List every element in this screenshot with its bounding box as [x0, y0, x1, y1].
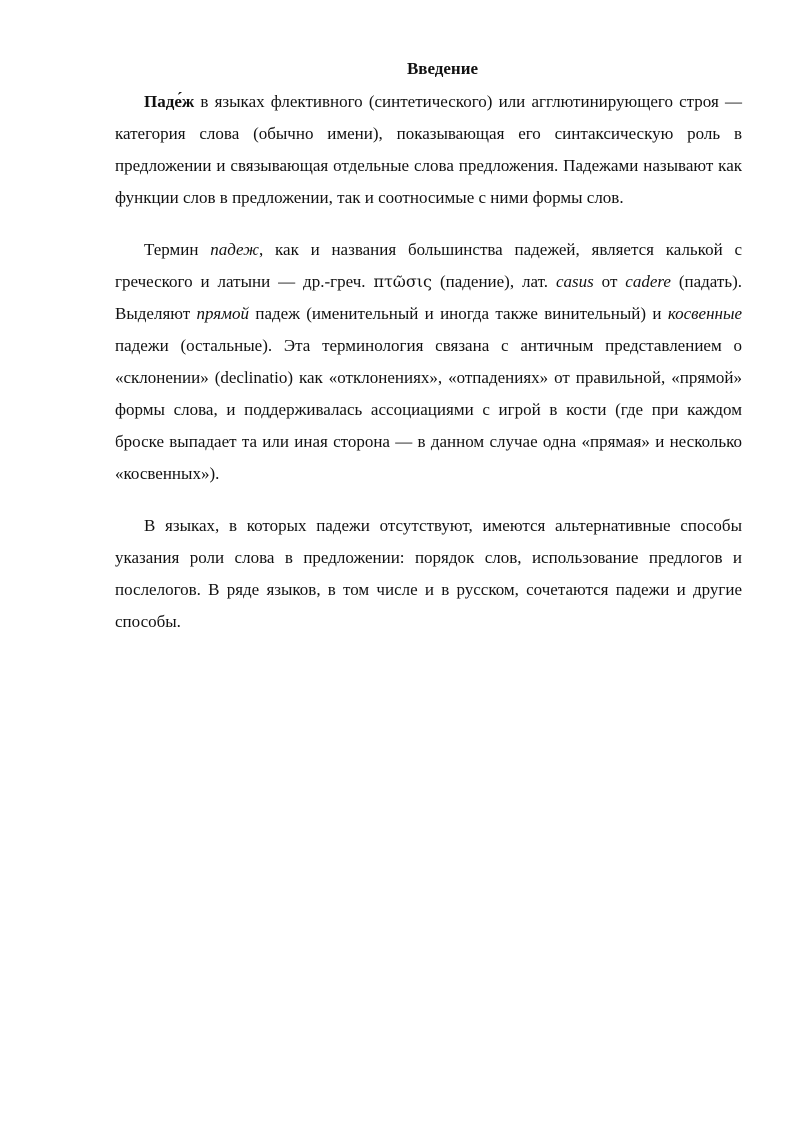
- definition-text: в языках флективного (синтетического) или агглютинирующего строя — категория слова (обычно имени), показывающая его синтаксическую роль в предложении и связывающая отдельные слова предложения. Падежами называют как функции слов в предложении, так и соотносимые с ними формы слов.: [115, 92, 742, 207]
- etymology-text-2: , как и названия большинства падежей, является калькой с греческого и латыни — др.-греч.: [115, 240, 742, 291]
- page-title: Введение: [406, 59, 479, 78]
- paragraph-alternatives: В языках, в которых падежи отсутствуют, имеются альтернативные способы указания роли слова в предложении: порядок слов, использование предлогов и послелогов. В ряде языков, в том числе и в русском, сочетаются падежи и другие способы.: [115, 516, 742, 631]
- paragraph-etymology: [115, 234, 742, 490]
- etymology-text-3: (падение), лат.: [432, 272, 556, 291]
- italic-pryamoy: прямой: [196, 304, 250, 323]
- document-page: [115, 56, 742, 638]
- etymology-text-4: от: [593, 272, 626, 291]
- etymology-text-1: Термин: [144, 240, 211, 259]
- latin-cadere: cadere: [625, 272, 671, 291]
- italic-kosvennye: косвенные: [667, 304, 743, 323]
- paragraph-definition: [115, 86, 742, 214]
- etymology-text-6: падеж (именительный и иногда также винительный) и: [249, 304, 668, 323]
- greek-word: πτῶσις: [373, 272, 433, 291]
- term-padezh: Паде́ж: [144, 92, 195, 111]
- etymology-text-5: (падать). Выделяют: [115, 272, 743, 323]
- etymology-text-7: падежи (остальные). Эта терминология связана с античным представлением о «склонении» (declinatio) как «отклонениях», «отпадениях» от правильной, «прямой» формы слова, и поддерживалась ассоциациями с игрой в кости (где при каждом броске выпадает та или иная сторона — в данном случае одна «прямая» и несколько «косвенных»).: [115, 336, 742, 483]
- etymology-italic-padezh: падеж: [210, 240, 259, 259]
- latin-casus: casus: [555, 272, 594, 291]
